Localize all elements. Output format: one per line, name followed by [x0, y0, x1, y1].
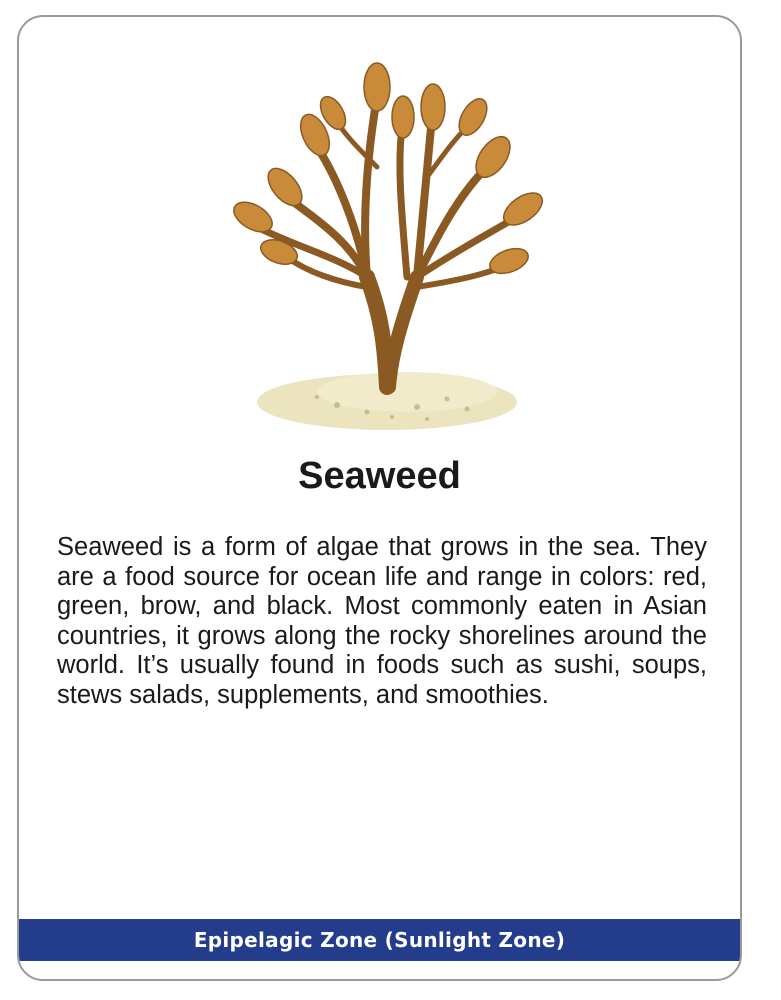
card-description: Seaweed is a form of algae that grows in the sea. They are a food source for ocean life and range in colors: red, green, brow, and black. Most commonly eaten in Asian countries, it grows along the rocky shorelines around the world. It’s usually found in foods such as sushi, soups, stews salads, supplements, and smoothies.	[57, 533, 707, 709]
species-card	[17, 15, 742, 981]
zone-label: Epipelagic Zone (Sunlight Zone)	[193, 928, 566, 952]
seaweed-illustration-icon	[217, 47, 547, 437]
zone-banner	[19, 919, 740, 961]
card-title: Seaweed	[298, 455, 461, 497]
